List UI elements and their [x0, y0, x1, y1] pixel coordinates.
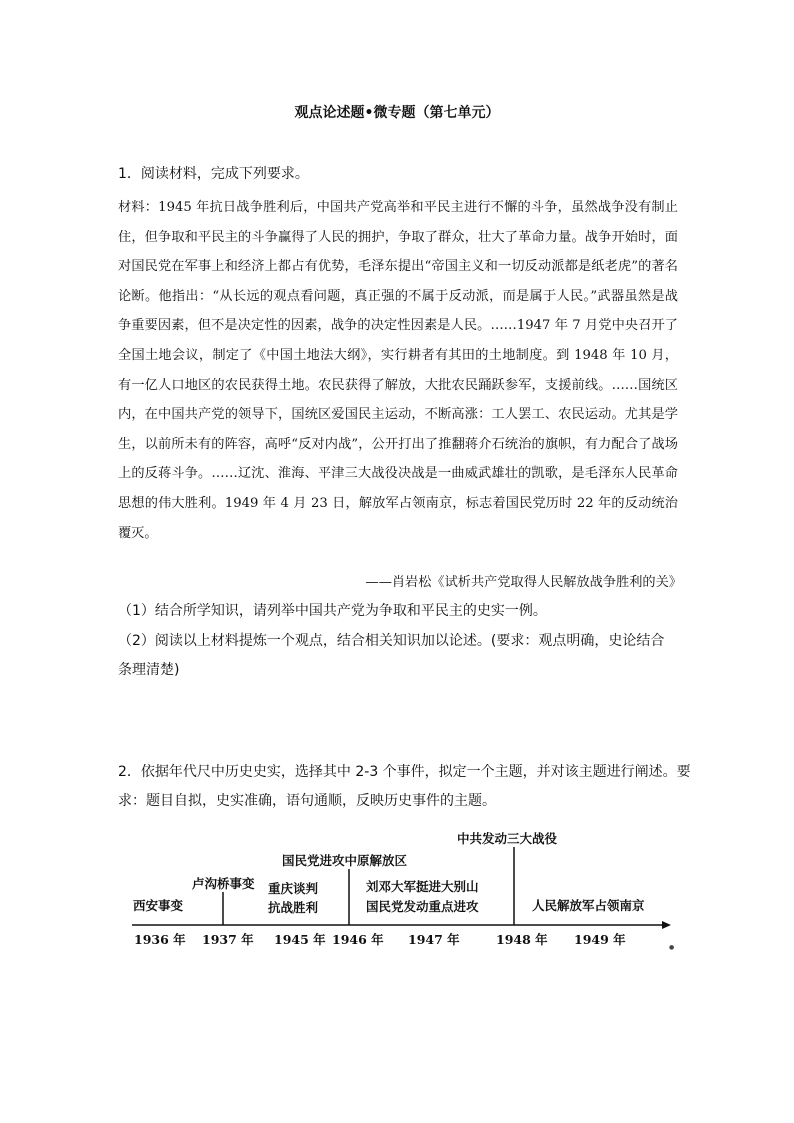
question-1-heading: 1．阅读材料，完成下列要求。 [118, 166, 309, 182]
year-1945: 1945 年 [274, 932, 326, 947]
event-victory: 抗战胜利 [268, 900, 319, 915]
event-three-campaigns: 中共发动三大战役 [457, 831, 558, 846]
year-1948: 1948 年 [496, 932, 548, 947]
material-source: ——肖岩松《试析共产党取得人民解放战争胜利的关》 [365, 575, 682, 590]
year-1947: 1947 年 [408, 932, 460, 947]
year-1936: 1936 年 [134, 932, 186, 947]
event-attack-central-plains: 国民党进攻中原解放区 [282, 853, 408, 868]
event-nanjing: 人民解放军占领南京 [532, 898, 645, 913]
event-key-attack: 国民党发动重点进攻 [366, 899, 479, 914]
event-liu-deng: 刘邓大军挺进大别山 [366, 879, 479, 894]
page-title: 观点论述题•微专题（第七单元） [294, 105, 500, 121]
question-2-text: 2．依据年代尺中历史史实，选择其中 2-3 个事件，拟定一个主题，并对该主题进行阐述。要求：题目自拟，史实准确，语句通顺，反映历史事件的主题。 [118, 764, 691, 809]
mark-dot: ● [669, 944, 675, 951]
year-1946: 1946 年 [332, 932, 384, 947]
event-chongqing: 重庆谈判 [268, 881, 319, 896]
sub-question-1: （1）结合所学知识，请列举中国共产党为争取和平民主的史实一例。 [118, 603, 547, 619]
question-1-material [118, 193, 678, 548]
year-1949: 1949 年 [574, 932, 626, 947]
sub-question-2: （2）阅读以上材料提炼一个观点，结合相关知识加以论述。(要求：观点明确，史论结合条理清楚) [118, 633, 665, 678]
year-1937: 1937 年 [202, 932, 254, 947]
timeline-arrow-icon [662, 921, 671, 929]
event-xian: 西安事变 [133, 898, 184, 913]
timeline-chart [124, 822, 674, 952]
event-lugou: 卢沟桥事变 [192, 876, 255, 891]
material-text: 材料：1945 年抗日战争胜利后，中国共产党高举和平民主进行不懈的斗争，虽然战争没有制止住，但争取和平民主的斗争赢得了人民的拥护，争取了群众，壮大了革命力量。战争开始时，面对国民党在军事上和经济上都占有优势，毛泽东提出“帝国主义和一切反动派都是纸老虎”的著名论断。他指出：“从长远的观点看问题，真正强的不属于反动派，而是属于人民。”武器虽然是战争重要因素，但不是决定性的因素，战争的决定性因素是人民。……1947 年 7 月党中央召开了全国土地会议，制定了《中国土地法大纲》，实行耕者有其田的土地制度。到 1948 年 10 月，有一亿人口地区的农民获得土地。农民获得了解放，大批农民踊跃参军，支援前线。……国统区内，在中国共产党的领导下，国统区爱国民主运动，不断高涨：工人罢工、农民运动。尤其是学生，以前所未有的阵容，高呼“反对内战”，公开打出了推翻蒋介石统治的旗帜，有力配合了战场上的反蒋斗争。……辽沈、淮海、平津三大战役决战是一曲威武雄壮的凯歌，是毛泽东人民革命思想的伟大胜利。1949 年 4 月 23 日，解放军占领南京，标志着国民党历时 22 年的反动统治覆灭。 [118, 200, 678, 541]
